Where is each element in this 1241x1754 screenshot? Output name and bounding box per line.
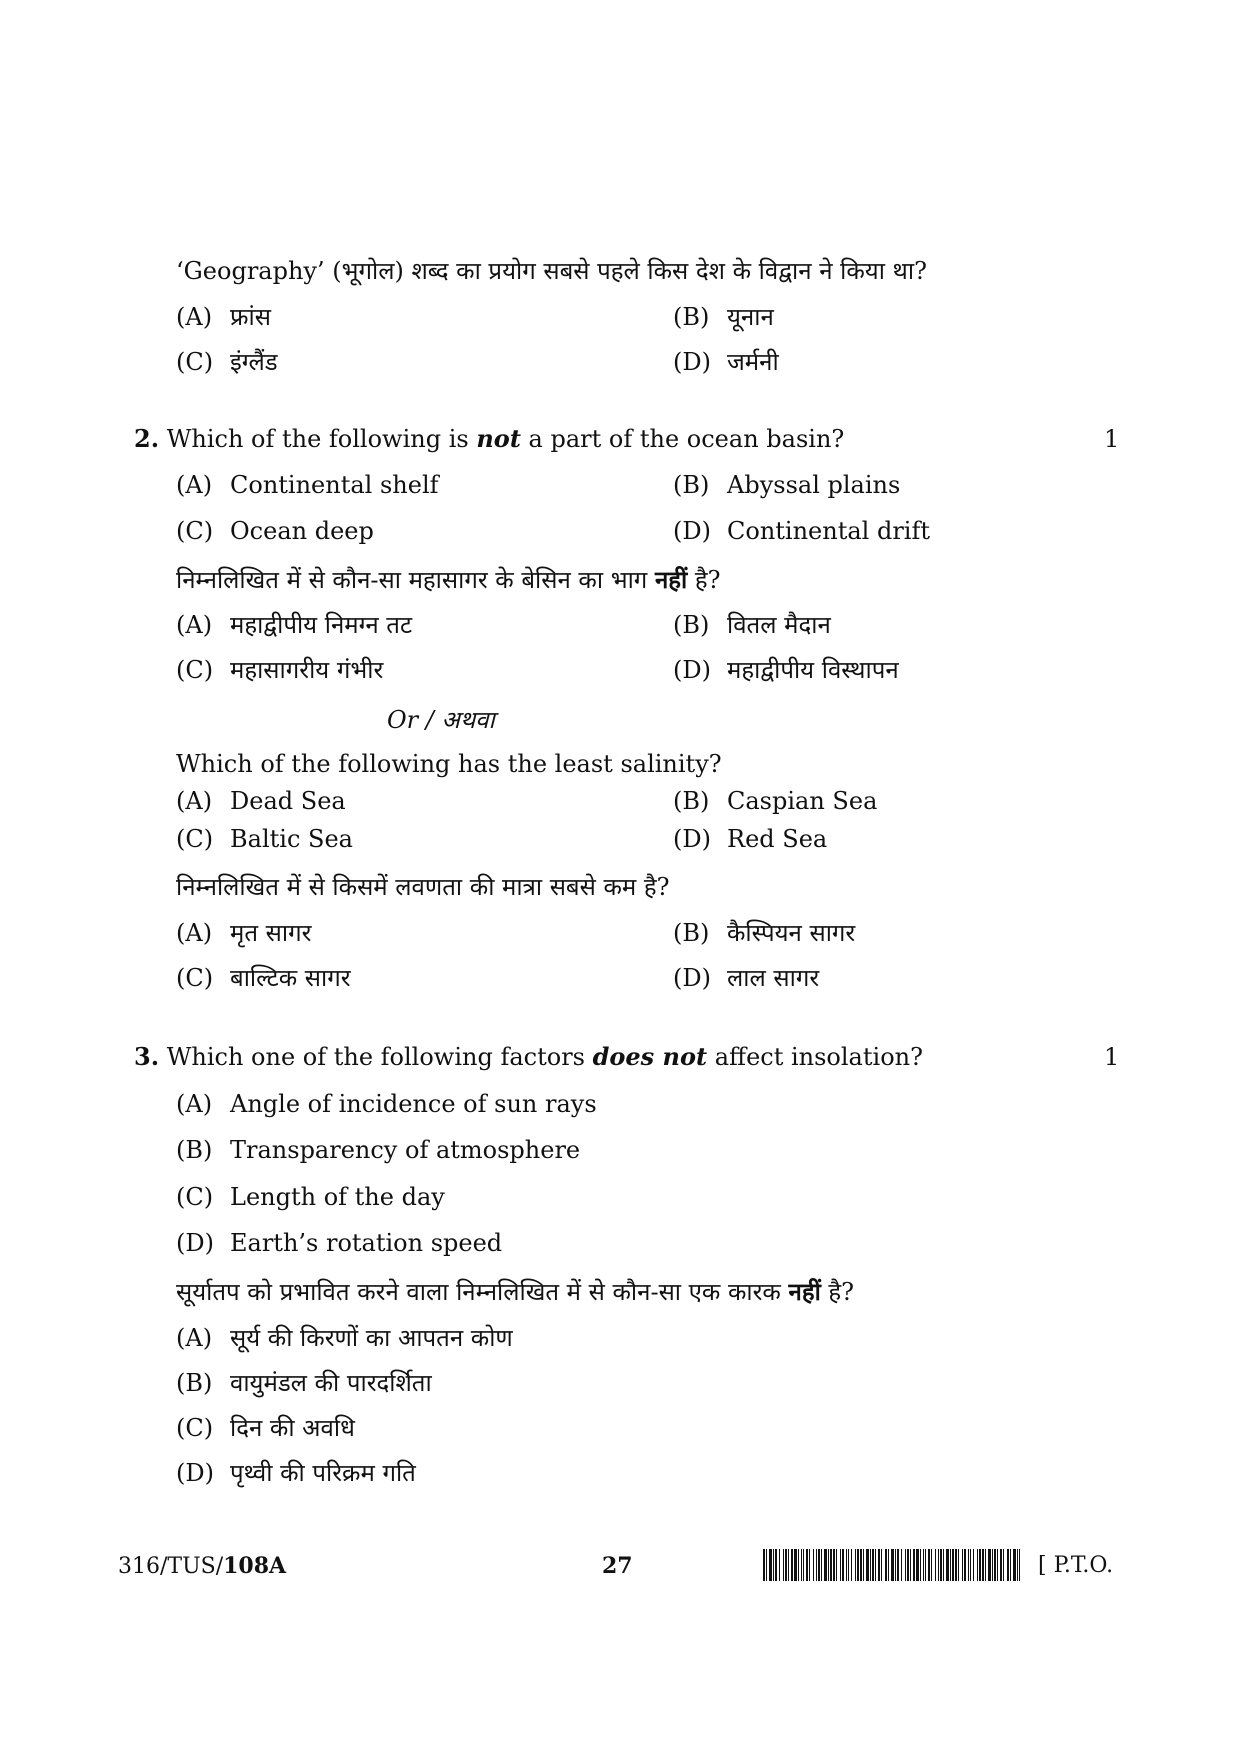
q2-option-a xyxy=(176,470,439,500)
q2-alt-question: Which of the following has the least salinity? xyxy=(176,750,722,778)
or-separator: Or / अथवा xyxy=(387,706,495,734)
q2-question xyxy=(134,424,844,454)
question-text-pre: Which one of the following factors xyxy=(166,1043,593,1071)
option-text: इंग्लैंड xyxy=(230,348,278,376)
option-text: Transparency of atmosphere xyxy=(230,1136,581,1164)
q2-alt-option-b xyxy=(673,786,877,816)
option-letter: (A) xyxy=(176,303,213,331)
option-text: पृथ्वी की परिक्रम गति xyxy=(230,1459,416,1487)
option-letter: (B) xyxy=(673,787,710,815)
option-text: वायुमंडल की पारदर्शिता xyxy=(230,1369,432,1397)
option-letter: (D) xyxy=(673,656,711,684)
q1-hindi-question: ‘Geography’ (भूगोल) शब्द का प्रयोग सबसे पहले किस देश के विद्वान ने किया था? xyxy=(176,257,927,285)
option-letter: (A) xyxy=(176,611,213,639)
q2-option-c xyxy=(176,516,374,546)
option-letter: (D) xyxy=(673,517,711,545)
q3-hindi-option-c xyxy=(176,1413,355,1443)
option-text: यूनान xyxy=(727,303,774,331)
option-letter: (C) xyxy=(176,517,214,545)
option-letter: (D) xyxy=(176,1229,214,1257)
option-text: Dead Sea xyxy=(230,787,346,815)
pto-label: [ P.T.O. xyxy=(1038,1553,1114,1578)
question-emphasis: नहीं xyxy=(788,1277,821,1306)
q3-marks: 1 xyxy=(1104,1043,1120,1071)
option-text: दिन की अवधि xyxy=(230,1414,355,1442)
option-text: Length of the day xyxy=(230,1183,445,1211)
option-text: Ocean deep xyxy=(230,517,374,545)
q1-hindi-option-a xyxy=(176,302,271,332)
option-letter: (C) xyxy=(176,1414,214,1442)
q2-hindi-option-d xyxy=(673,655,899,685)
paper-code xyxy=(118,1551,286,1582)
option-letter: (A) xyxy=(176,471,213,499)
q1-hindi-option-c xyxy=(176,347,278,377)
option-text: कैस्पियन सागर xyxy=(727,919,856,947)
option-letter: (A) xyxy=(176,787,213,815)
option-text: Caspian Sea xyxy=(727,787,878,815)
question-number: 3. xyxy=(134,1042,160,1071)
q3-question xyxy=(134,1042,923,1072)
q2-marks: 1 xyxy=(1104,425,1120,453)
question-emphasis: नहीं xyxy=(654,565,688,594)
question-text-post: a part of the ocean basin? xyxy=(520,425,845,453)
option-text: वितल मैदान xyxy=(727,611,831,639)
q2-alt-option-a xyxy=(176,786,346,816)
q2-alt-hindi-question: निम्नलिखित में से किसमें लवणता की मात्रा सबसे कम है? xyxy=(176,873,670,901)
option-letter: (B) xyxy=(176,1369,213,1397)
question-text-post: है? xyxy=(820,1278,855,1306)
q2-alt-hindi-option-d xyxy=(673,963,819,993)
q3-option-c xyxy=(176,1182,445,1212)
q1-hindi-option-d xyxy=(673,347,779,377)
q2-alt-option-d xyxy=(673,824,827,854)
option-letter: (B) xyxy=(673,919,710,947)
q1-hindi-option-b xyxy=(673,302,774,332)
barcode-icon xyxy=(763,1549,1020,1581)
option-text: फ्रांस xyxy=(230,303,271,331)
option-text: महाद्वीपीय निमग्न तट xyxy=(230,611,413,639)
question-text-pre: Which of the following is xyxy=(166,425,477,453)
q2-alt-option-c xyxy=(176,824,353,854)
q2-alt-hindi-option-c xyxy=(176,963,351,993)
option-letter: (C) xyxy=(176,348,214,376)
option-letter: (D) xyxy=(673,348,711,376)
option-text: बाल्टिक सागर xyxy=(230,964,351,992)
option-letter: (C) xyxy=(176,656,214,684)
option-text: Continental shelf xyxy=(230,471,439,499)
q3-hindi-option-d xyxy=(176,1458,416,1488)
page-number: 27 xyxy=(602,1553,633,1579)
question-text-post: affect insolation? xyxy=(707,1043,923,1071)
option-text: Abyssal plains xyxy=(727,471,901,499)
q2-hindi-option-b xyxy=(673,610,831,640)
q3-hindi-question xyxy=(176,1277,854,1307)
option-letter: (A) xyxy=(176,919,213,947)
option-text: Earth’s rotation speed xyxy=(230,1229,503,1257)
q3-option-b xyxy=(176,1135,580,1165)
option-letter: (B) xyxy=(176,1136,213,1164)
option-text: Angle of incidence of sun rays xyxy=(230,1090,597,1118)
option-letter: (A) xyxy=(176,1324,213,1352)
option-text: मृत सागर xyxy=(230,919,312,947)
q2-alt-hindi-option-a xyxy=(176,918,311,948)
option-text: लाल सागर xyxy=(727,964,820,992)
option-text: जर्मनी xyxy=(727,348,779,376)
question-text-post: है? xyxy=(687,566,721,594)
option-letter: (B) xyxy=(673,611,710,639)
paper-code-bold: 108A xyxy=(223,1553,287,1579)
q3-hindi-option-a xyxy=(176,1323,513,1353)
option-text: Baltic Sea xyxy=(230,825,353,853)
option-text: महाद्वीपीय विस्थापन xyxy=(727,656,899,684)
question-text-pre: निम्नलिखित में से कौन-सा महासागर के बेसिन का भाग xyxy=(176,566,655,594)
option-letter: (B) xyxy=(673,471,710,499)
paper-code-prefix: 316/TUS/ xyxy=(118,1554,224,1579)
q2-hindi-option-c xyxy=(176,655,383,685)
q3-option-d xyxy=(176,1228,502,1258)
q3-option-a xyxy=(176,1089,597,1119)
option-letter: (D) xyxy=(673,825,711,853)
question-text-pre: सूर्यातप को प्रभावित करने वाला निम्नलिखित में से कौन-सा एक कारक xyxy=(176,1278,789,1306)
q3-hindi-option-b xyxy=(176,1368,432,1398)
q2-option-b xyxy=(673,470,900,500)
option-letter: (A) xyxy=(176,1090,213,1118)
q2-alt-hindi-option-b xyxy=(673,918,855,948)
q2-hindi-option-a xyxy=(176,610,412,640)
option-letter: (D) xyxy=(673,964,711,992)
option-text: महासागरीय गंभीर xyxy=(230,656,384,684)
q2-option-d xyxy=(673,516,930,546)
option-letter: (C) xyxy=(176,825,214,853)
option-text: सूर्य की किरणों का आपतन कोण xyxy=(230,1324,513,1352)
option-letter: (C) xyxy=(176,1183,214,1211)
q2-hindi-question xyxy=(176,565,720,595)
option-text: Red Sea xyxy=(727,825,828,853)
option-letter: (D) xyxy=(176,1459,214,1487)
option-letter: (B) xyxy=(673,303,710,331)
option-text: Continental drift xyxy=(727,517,931,545)
option-letter: (C) xyxy=(176,964,214,992)
question-number: 2. xyxy=(134,424,160,453)
question-emphasis: does not xyxy=(592,1042,708,1071)
question-emphasis: not xyxy=(476,424,521,453)
